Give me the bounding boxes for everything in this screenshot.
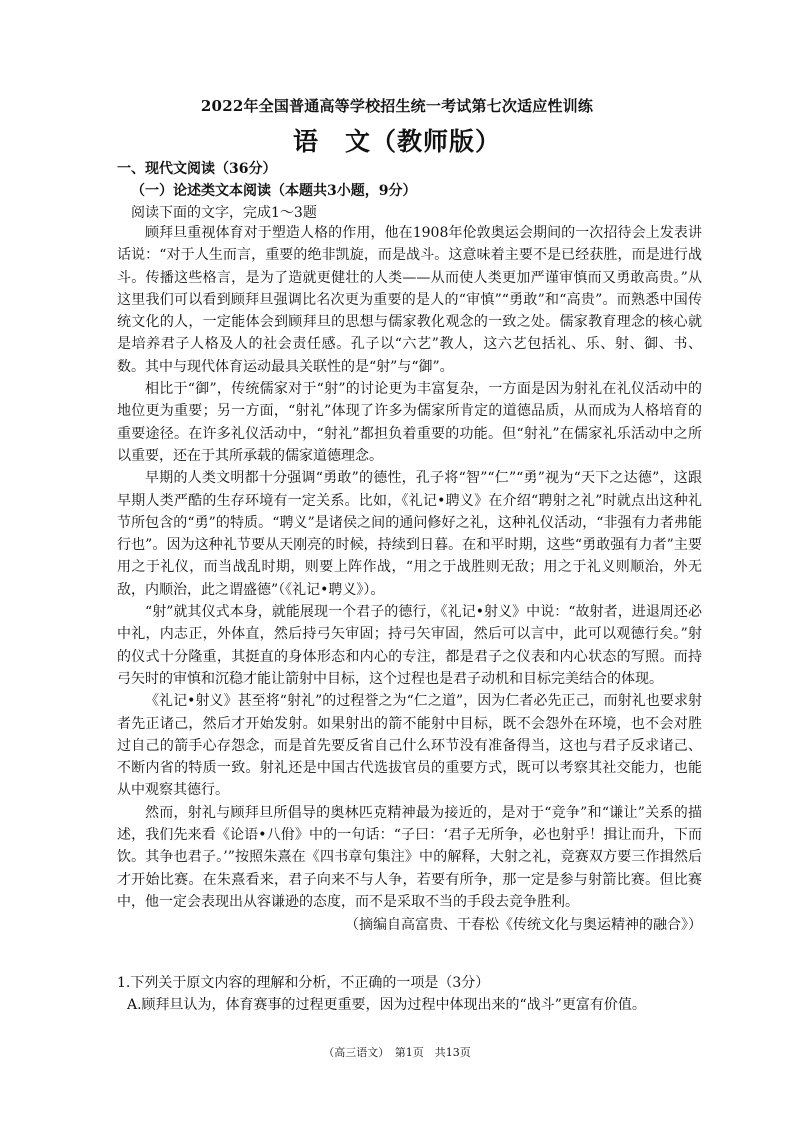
subsection-heading: （一）论述类文本阅读（本题共3小题，9分） (131, 183, 417, 199)
passage (117, 222, 702, 937)
passage-paragraph: 相比于“御”，传统儒家对于“射”的讨论更为丰富复杂，一方面是因为射礼在礼仪活动中的地位更为重要；另一方面，“射礼”体现了许多为儒家所肯定的道德品质，从而成为人格培育的重要途径。在许多礼仪活动中，“射礼”都担负着重要的功能。但“射礼”在儒家礼乐活动中之所以重要，还在于其所承载的儒家道德理念。 (117, 381, 702, 464)
section-heading: 一、现代文阅读（36分） (117, 161, 277, 177)
passage-source: （摘编自高富贵、干春松《传统文化与奥运精神的融合》） (345, 917, 702, 934)
exam-title: 2022年全国普通高等学校招生统一考试第七次适应性训练 (200, 97, 594, 115)
passage-paragraph: 顾拜旦重视体育对于塑造人格的作用，他在1908年伦敦奥运会期间的一次招待会上发表讲话说：“对于人生而言，重要的绝非凯旋，而是战斗。这意味着主要不是已经获胜，而是进行战斗。传播这些格言，是为了造就更健壮的人类——从而使人类更加严谨审慎而又勇敢高贵。”从这里我们可以看到顾拜旦强调比名次更为重要的是人的“审慎”“勇敢”和“高贵”。而熟悉中国传统文化的人，一定能体会到顾拜旦的思想与儒家教化观念的一致之处。儒家教育理念的核心就是培养君子人格及人的社会责任感。孔子以“六艺”教人，这六艺包括礼、乐、射、御、书、数。其中与现代体育运动最具关联性的是“射”与“御”。 (117, 225, 702, 375)
option-a: A.顾拜旦认为，体育赛事的过程更重要，因为过程中体现出来的“战斗”更富有价值。 (127, 997, 646, 1014)
passage-paragraph: “射”就其仪式本身，就能展现一个君子的德行，《礼记•射义》中说：“故射者，进退周还必中礼，内志正，外体直，然后持弓矢审固；持弓矢审固，然后可以言中，此可以观德行矣。”射的仪式十分隆重，其挺直的身体形态和内心的专注，都是君子之仪表和内心状态的写照。而持弓矢时的审慎和沉稳才能让箭射中目标，这个过程也是君子动机和目标完美结合的体现。 (117, 604, 702, 687)
passage-paragraph: 然而，射礼与顾拜旦所倡导的奥林匹克精神最为接近的，是对于“竞争”和“谦让”关系的描述，我们先来看《论语•八佾》中的一句话：“子曰：‘君子无所争，必也射乎！揖让而升，下而饮。其争也君子。’”按照朱熹在《四书章句集注》中的解释，大射之礼，竞赛双方要三作揖然后才开始比赛。在朱熹看来，君子向来不与人争，若要有所争，那一定是参与射箭比赛。但比赛中，他一定会表现出从容谦逊的态度，而不是采取不当的手段去竞争胜利。 (117, 804, 702, 910)
passage-paragraph: 《礼记•射义》甚至将“射礼”的过程誉之为“仁之道”，因为仁者必先正己，而射礼也要求射者先正诸己，然后才开始发射。如果射出的箭不能射中目标，既不会怨外在环境，也不会对胜过自己的箭手心存怨念，而是首先要反省自己什么环节没有准备得当，这也与君子反求诸己、不断内省的特质一致。射礼还是中国古代选拔官员的重要方式，既可以考察其社交能力，也能从中观察其德行。 (117, 693, 702, 799)
passage-paragraph: 早期的人类文明都十分强调“勇敢”的德性，孔子将“智”“仁”“勇”视为“天下之达德”，这跟早期人类严酷的生存环境有一定关系。比如，《礼记•聘义》在介绍“聘射之礼”时就点出这种礼节所包含的“勇”的特质。“聘义”是诸侯之间的通问修好之礼，这种礼仪活动，“非强有力者弗能行也”。因为这种礼节要从天刚亮的时候，持续到日暮。在和平时期，这些“勇敢强有力者”主要用之于礼仪，而当战乱时期，则要上阵作战，“用之于战胜则无敌；用之于礼义则顺治，外无敌，内顺治，此之谓盛德”（《礼记•聘义》）。 (117, 470, 702, 598)
question-stem: 1.下列关于原文内容的理解和分析，不正确的一项是（3分） (117, 975, 490, 991)
page-footer: （高三语文） 第1页 共13页 (323, 1046, 471, 1059)
reading-instruction: 阅读下面的文字，完成1～3题 (131, 205, 317, 221)
subject-title: 语 文（教师版） (292, 127, 501, 156)
question-1 (117, 972, 702, 1017)
